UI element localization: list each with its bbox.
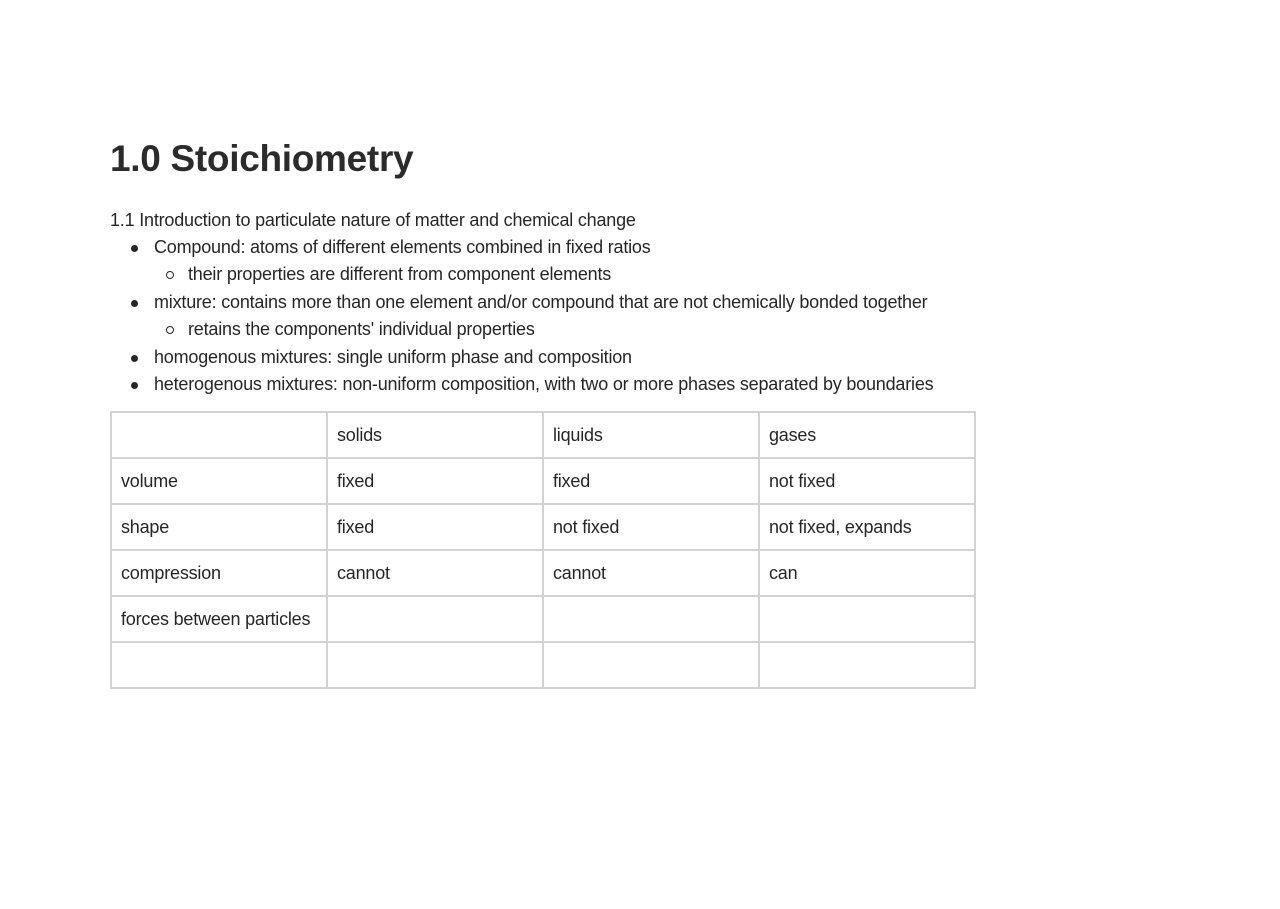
table-row	[111, 412, 975, 458]
table-row-label: forces between particles	[111, 596, 327, 642]
table-cell	[759, 642, 975, 688]
table-header-cell: liquids	[543, 412, 759, 458]
states-of-matter-table	[110, 411, 976, 689]
bullet-list	[110, 234, 933, 398]
table-cell	[111, 412, 327, 458]
table-cell: fixed	[327, 504, 543, 550]
table-cell	[543, 596, 759, 642]
bullet-item-compound: Compound: atoms of different elements combined in fixed ratios	[110, 234, 933, 261]
table-row-label: volume	[111, 458, 327, 504]
table-row	[111, 504, 975, 550]
table-header-cell: gases	[759, 412, 975, 458]
table-cell: not fixed	[759, 458, 975, 504]
table-cell	[327, 596, 543, 642]
table-cell: can	[759, 550, 975, 596]
table-row-label: compression	[111, 550, 327, 596]
sub-bullet-item: their properties are different from component elements	[110, 261, 933, 288]
table-cell: cannot	[327, 550, 543, 596]
table-cell	[759, 596, 975, 642]
table-cell: cannot	[543, 550, 759, 596]
table-row	[111, 550, 975, 596]
table-header-cell: solids	[327, 412, 543, 458]
table-cell: fixed	[543, 458, 759, 504]
table-cell: fixed	[327, 458, 543, 504]
page-title: 1.0 Stoichiometry	[110, 138, 414, 179]
sub-bullet-item: retains the components' individual properties	[110, 316, 933, 343]
table-cell	[543, 642, 759, 688]
bullet-item-homogenous: homogenous mixtures: single uniform phase and composition	[110, 344, 933, 371]
table-cell	[111, 642, 327, 688]
section-heading: 1.1 Introduction to particulate nature of matter and chemical change	[110, 210, 636, 230]
notes-section	[110, 207, 933, 398]
table-row	[111, 458, 975, 504]
bullet-item-heterogenous: heterogenous mixtures: non-uniform composition, with two or more phases separated by boundaries	[110, 371, 933, 398]
bullet-item-mixture: mixture: contains more than one element and/or compound that are not chemically bonded together	[110, 289, 933, 316]
table-row-label: shape	[111, 504, 327, 550]
table-cell: not fixed, expands	[759, 504, 975, 550]
table-cell: not fixed	[543, 504, 759, 550]
table-row	[111, 596, 975, 642]
table-cell	[327, 642, 543, 688]
table-row	[111, 642, 975, 688]
